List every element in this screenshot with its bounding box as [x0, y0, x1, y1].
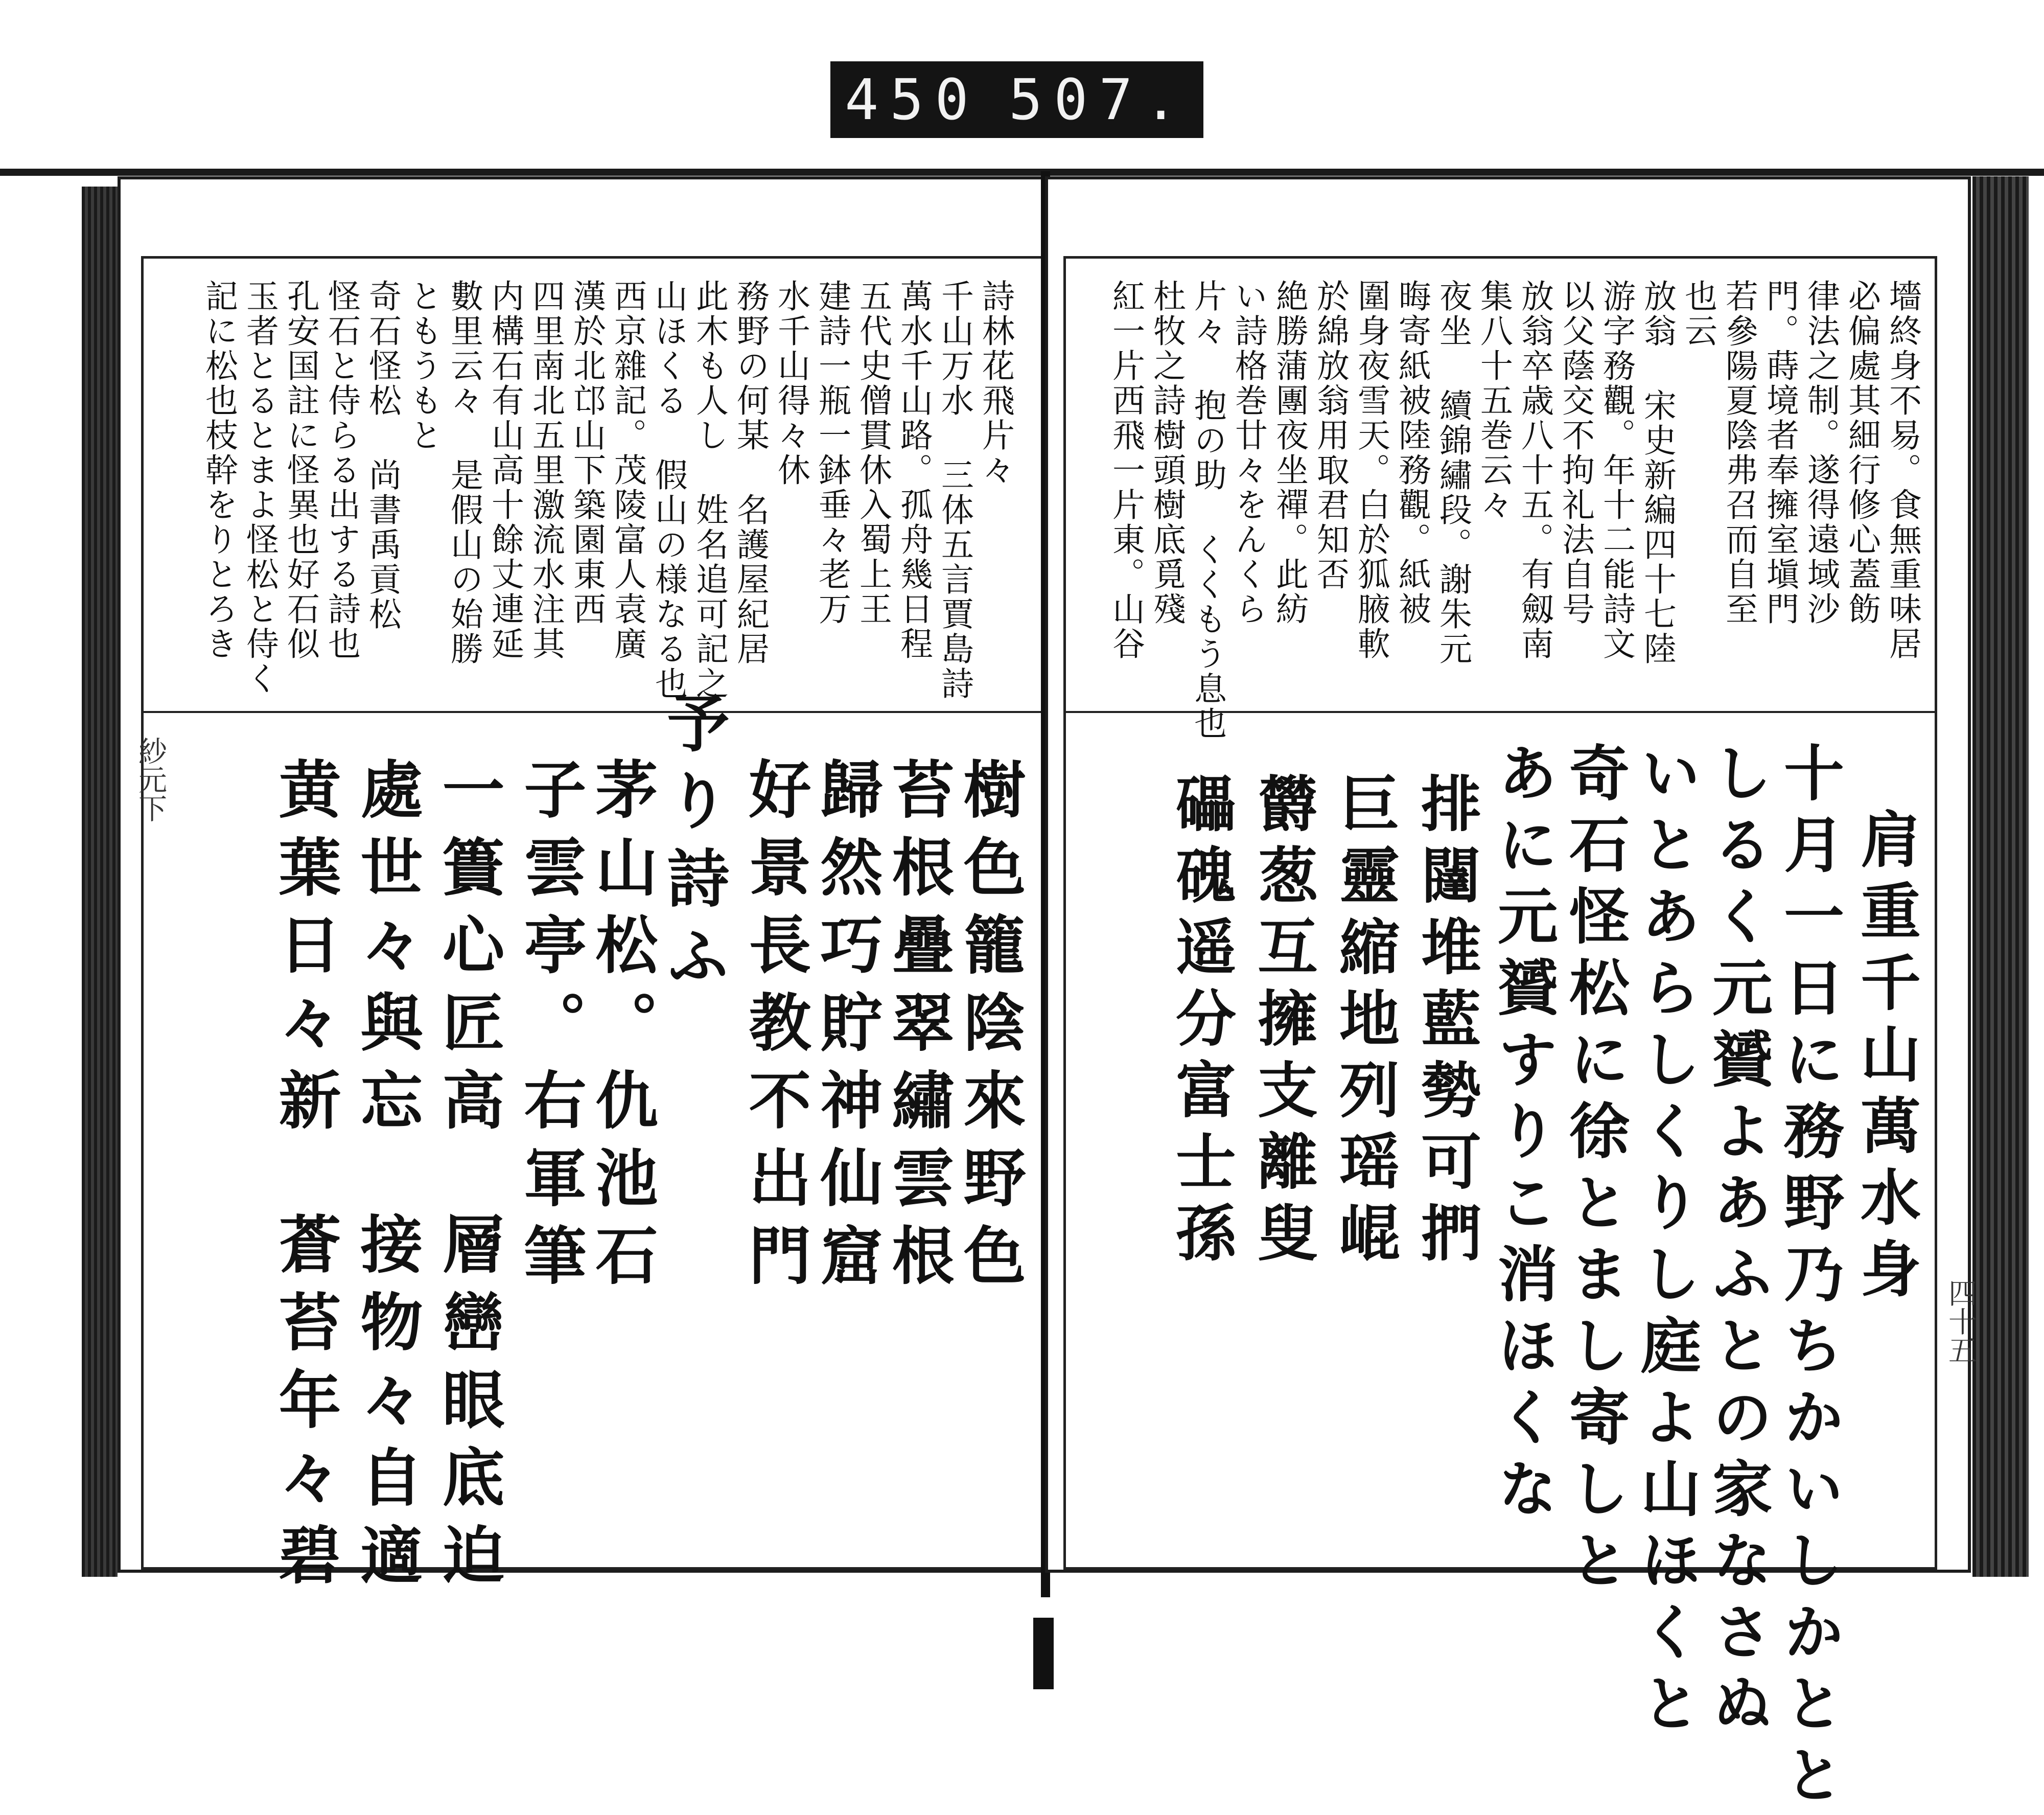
- left-note-col: 數里云々 是假山の始勝: [445, 279, 483, 667]
- left-main-col: 層巒眼底迫: [432, 1212, 505, 1600]
- left-page: [118, 176, 1049, 1600]
- left-note-col: 奇石怪松 尚書禹貢松: [363, 279, 401, 632]
- right-note-col: 圍身夜雪天。白於狐腋軟: [1352, 279, 1390, 661]
- left-note-col: 萬水千山路。孤舟幾日程: [895, 279, 933, 661]
- right-note-col: 以父蔭交不拘礼法自号: [1557, 279, 1594, 627]
- right-main-col: しるく元贇よあふとの家なさぬ: [1702, 742, 1773, 1743]
- left-note-col: 孔安国註に怪異也好石似: [282, 279, 319, 661]
- right-main-col: あに元贇すりこ消ほくな: [1488, 742, 1559, 1529]
- left-note-col: 記に松也枝幹をりとろき: [200, 279, 238, 661]
- right-note-col: 夜坐 續錦繡段。謝朱元: [1434, 279, 1472, 667]
- spine-tab: [1033, 1618, 1054, 1689]
- left-main-col: 歸然巧貯神仙窟: [810, 757, 884, 1301]
- right-note-col: 紅一片西飛一片東。山谷: [1107, 279, 1145, 661]
- left-note-col: 漢於北邙山下築園東西: [568, 279, 606, 627]
- left-note-col: 詩林花飛片々: [977, 279, 1014, 488]
- left-note-col: 建詩一瓶一鉢垂々老万: [813, 279, 851, 627]
- right-note-col: 放翁卒歳八十五。有劔南: [1516, 279, 1553, 661]
- left-note-col: ともうもと: [404, 279, 442, 453]
- left-main-col: 一簣心匠高: [432, 757, 505, 1145]
- right-note-col: 晦寄紙被陸務觀。紙被: [1393, 279, 1431, 627]
- right-note-col: 放翁 宋史新編四十七陸: [1638, 279, 1676, 667]
- right-margin-mark: 四十五: [1944, 1278, 1977, 1364]
- right-note-col: 片々 抱の助 くくもう息也: [1189, 279, 1226, 741]
- catalog-number-left: 450: [845, 67, 980, 132]
- top-rule: [0, 169, 2044, 176]
- right-note-col: い詩格巻廿々をんくら: [1229, 279, 1267, 627]
- left-main-col: 樹色籠陰來野色: [953, 757, 1027, 1301]
- left-main-col: 好景長教不出門: [738, 757, 812, 1301]
- right-note-col: 也云: [1679, 279, 1717, 349]
- left-note-col: 山ほくる 假山の様なる也: [649, 279, 687, 701]
- right-note-col: 律法之制。遂得遠域沙: [1802, 279, 1840, 627]
- left-note-col: 西京雜記。茂陵富人袁廣: [609, 279, 646, 661]
- left-note-col: 四里南北五里激流水注其: [527, 279, 565, 661]
- left-note-col: 水千山得々休: [772, 279, 810, 488]
- right-main-col: 十月一日に務野乃ちかいしかとと: [1774, 742, 1845, 1815]
- left-note-col: 此木も人し 姓名追可記之: [690, 279, 728, 701]
- right-main-col: 奇石怪松に徐とまし寄しと: [1559, 742, 1630, 1600]
- left-main-col: 子雲亭。右軍筆: [514, 757, 587, 1301]
- left-note-col: 五代史僧貫休入蜀上王: [854, 279, 892, 627]
- left-main-col: 苔根疊翠繡雲根: [881, 757, 955, 1301]
- left-page-edges: [82, 187, 118, 1577]
- right-main-col: 欝葱互擁支離叟: [1247, 772, 1318, 1273]
- left-main-col: 予り詩ふ: [657, 691, 730, 1001]
- right-note-col: 若參陽夏陰弗召而自至: [1720, 279, 1758, 627]
- right-note-col: 墻終身不易。食無重味居: [1884, 279, 1921, 661]
- right-note-col: 集八十五巻云々: [1475, 279, 1513, 522]
- right-note-col: 杜牧之詩樹頭樹底覓殘: [1148, 279, 1186, 627]
- left-note-col: 怪石と侍らる出する詩也: [322, 279, 360, 661]
- right-page: [1045, 176, 1977, 1815]
- left-note-col: 玉者とるとまよ怪松と侍く: [241, 279, 278, 696]
- right-main-col: 礧磈遥分富士孫: [1166, 772, 1237, 1273]
- left-main-col: 茅山松。仇池石: [585, 757, 659, 1301]
- catalog-number-right: 507.: [1008, 67, 1189, 132]
- left-note-col: 務野の何某 名護屋紀居: [731, 279, 769, 667]
- right-note-col: 於綿放翁用取君知否: [1311, 279, 1349, 592]
- left-note-col: 千山万水 三体五言賈島詩: [936, 279, 973, 701]
- left-main-col: 黄葉日々新: [268, 757, 342, 1145]
- left-main-col: 處世々與忘: [350, 757, 424, 1145]
- right-main-col: 排闥堆藍勢可捫: [1411, 772, 1482, 1273]
- right-note-col: 必偏處其細行修心蓋飭: [1843, 279, 1880, 627]
- right-main-col: 肩重千山萬水身: [1850, 808, 1921, 1309]
- right-main-col: 巨靈縮地列瑶崐: [1329, 772, 1400, 1273]
- right-page-edges: [1972, 176, 2029, 1577]
- right-main-col: いとあらしくりし庭よ山ほくと: [1631, 742, 1702, 1743]
- right-note-col: 游字務觀。年十二能詩文: [1597, 279, 1635, 661]
- left-note-col: 内構石有山高十餘丈連延: [486, 279, 524, 661]
- catalog-number-label: [830, 61, 1203, 138]
- left-main-col: 接物々自適: [350, 1212, 424, 1600]
- right-note-col: 絶勝蒲團夜坐禪。此紡: [1270, 279, 1308, 627]
- right-note-col: 門。蒔境者奉擁室塡門: [1761, 279, 1799, 627]
- left-margin-mark: 紗元下: [134, 737, 167, 822]
- left-main-col: 蒼苔年々碧: [268, 1212, 342, 1600]
- book-spread: [82, 176, 2029, 1815]
